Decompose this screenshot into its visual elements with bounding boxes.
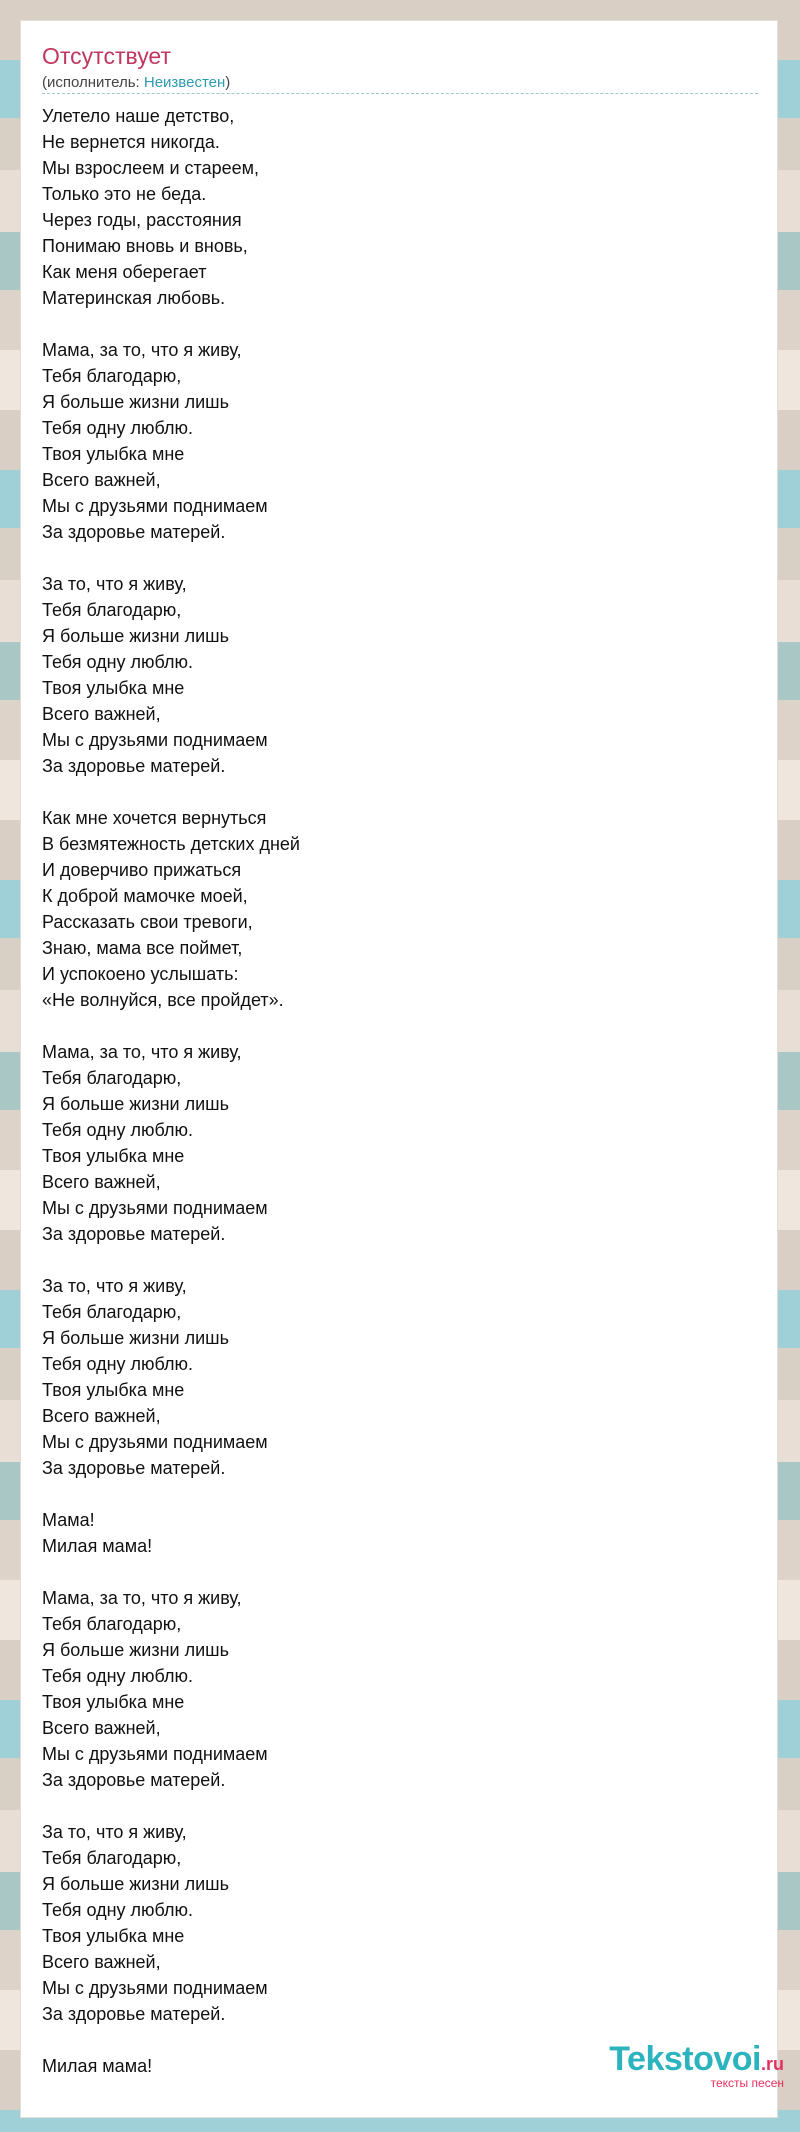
artist-suffix: ) — [225, 74, 231, 91]
lyrics-card — [20, 20, 778, 2118]
artist-prefix: (исполнитель: — [42, 74, 144, 91]
logo-tagline: тексты песен — [710, 2076, 784, 2090]
artist-line — [42, 74, 230, 91]
logo-wordmark: Tekstovoi — [609, 2040, 761, 2078]
site-logo[interactable] — [609, 2042, 784, 2089]
logo-domain: .ru — [760, 2054, 784, 2074]
artist-link[interactable]: Неизвестен — [143, 74, 226, 91]
song-title: Отсутствует — [42, 43, 171, 69]
lyrics-text: Улетело наше детство, Не вернется никогда. Мы взрослеем и стареем, Только это не беда. Через годы, расстояния Понимаю вновь и вновь, Как меня оберегает Материнская любовь. Мама, за то, что я живу, Тебя благодарю, Я больше жизни лишь Тебя одну люблю. Твоя улыбка мне Всего важней, Мы с друзьями поднимаем За здоровье матерей. За то, что я живу, Тебя благодарю, Я больше жизни лишь Тебя одну люблю. Твоя улыбка мне Всего важней, Мы с друзьями поднимаем За здоровье матерей. Как мне хочется вернуться В безмятежность детских дней И доверчиво прижаться К доброй мамочке моей, Рассказать свои тревоги, Знаю, мама все поймет, И успокоено услышать: «Не волнуйся, все пройдет». Мама, за то, что я живу, Тебя благодарю, Я больше жизни лишь Тебя одну люблю. Твоя улыбка мне Всего важней, Мы с друзьями поднимаем За здоровье матерей. За то, что я живу, Тебя благодарю, Я больше жизни лишь Тебя одну люблю. Твоя улыбка мне Всего важней, Мы с друзьями поднимаем За здоровье матерей. Мама! Милая мама! Мама, за то, что я живу, Тебя благодарю, Я больше жизни лишь Тебя одну люблю. Твоя улыбка мне Всего важней, Мы с друзьями поднимаем За здоровье матерей. За то, что я живу, Тебя благодарю, Я больше жизни лишь Тебя одну люблю. Твоя улыбка мне Всего важней, Мы с друзьями поднимаем За здоровье матерей. Милая мама! — [42, 106, 300, 2076]
dashed-divider — [42, 93, 758, 94]
